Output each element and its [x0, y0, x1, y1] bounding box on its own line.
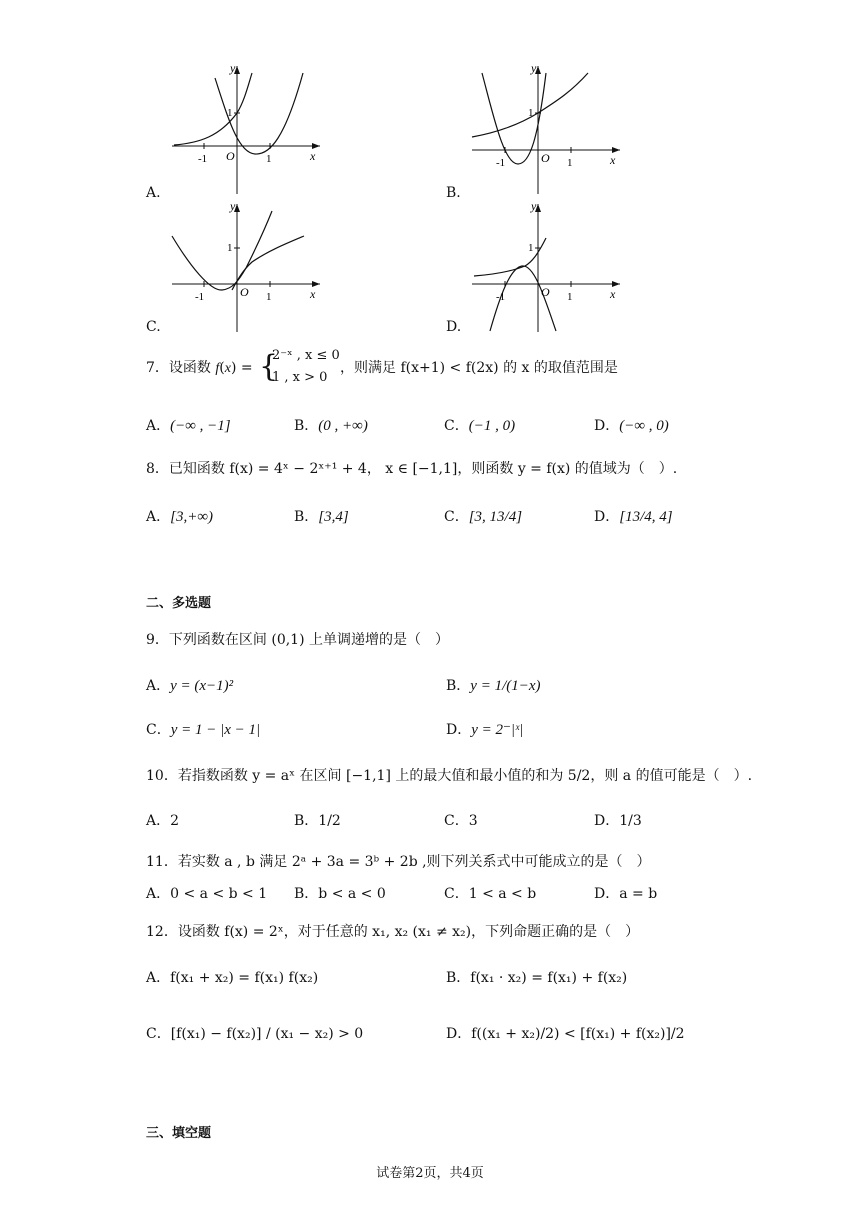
- q7-option-d[interactable]: [594, 416, 669, 436]
- option-value: y = 2⁻|ˣ|: [471, 722, 524, 738]
- q12-option-c[interactable]: C．[f(x₁) − f(x₂)] / (x₁ − x₂) > 0: [146, 1026, 364, 1042]
- x-axis-label: x: [610, 287, 616, 301]
- q11-option-a[interactable]: A．0 < a < b < 1: [146, 886, 268, 902]
- section-title-fill-blank: 三、填空题: [146, 1126, 212, 1141]
- question-8: 8．已知函数 f(x) = 4ˣ − 2ˣ⁺¹ + 4， x ∈ [−1,1]，则函数 y = f(x) 的值域为（ ）.: [146, 461, 678, 477]
- option-value: (0 , +∞): [318, 418, 368, 434]
- q7-suffix: ，则满足 f(x+1) < f(2x) 的 x 的取值范围是: [340, 360, 618, 376]
- option-label: D．: [594, 509, 620, 525]
- q11-option-d[interactable]: D．a = b: [594, 886, 658, 902]
- option-label: A．: [146, 509, 171, 525]
- q7-prefix: 7．设函数: [146, 360, 211, 376]
- question-12: 12．设函数 f(x) = 2ˣ，对于任意的 x₁, x₂ (x₁ ≠ x₂)，下列命题正确的是（ ）: [146, 924, 640, 940]
- x-axis-label: x: [310, 149, 316, 163]
- q10-option-b[interactable]: B．1/2: [294, 813, 341, 829]
- option-value: (−∞ , −1]: [170, 418, 231, 434]
- x-axis-label: x: [610, 153, 616, 167]
- option-value: y = 1/(1−x): [470, 678, 541, 694]
- option-label: C．: [146, 722, 171, 738]
- origin-label: O: [240, 285, 249, 299]
- option-value: y = 1 − |x − 1|: [170, 722, 261, 738]
- option-value: y = (x−1)²: [170, 678, 234, 694]
- q7-option-a[interactable]: [146, 416, 231, 436]
- graph-d-label: D.: [446, 319, 462, 335]
- q7-option-b[interactable]: [294, 416, 368, 436]
- q8-option-d[interactable]: [594, 507, 673, 527]
- y-axis-label: y: [230, 199, 236, 213]
- y-axis-label: y: [531, 199, 537, 213]
- tick-one-y: 1: [227, 242, 233, 254]
- q8-option-a[interactable]: [146, 507, 213, 527]
- page-footer: 试卷第2页，共4页: [376, 1166, 484, 1181]
- q8-option-c[interactable]: [444, 507, 522, 527]
- origin-label: O: [226, 149, 235, 163]
- graph-b: [460, 58, 640, 198]
- y-axis-label: y: [531, 61, 537, 75]
- q9-option-c[interactable]: [146, 720, 260, 740]
- graph-d: [460, 196, 640, 336]
- question-11: 11．若实数 a , b 满足 2ᵃ + 3a = 3ᵇ + 2b ,则下列关系式中可能成立的是（ ）: [146, 854, 651, 870]
- q9-option-d[interactable]: [446, 720, 523, 740]
- graph-c: [160, 196, 340, 336]
- tick-one-x: 1: [266, 153, 272, 165]
- option-label: B．: [294, 509, 319, 525]
- origin-label: O: [541, 151, 550, 165]
- q9-option-a[interactable]: [146, 676, 233, 696]
- question-9: 9．下列函数在区间 (0,1) 上单调递增的是（ ）: [146, 632, 449, 648]
- origin-label: O: [541, 285, 550, 299]
- option-value: (−1 , 0): [468, 418, 516, 434]
- option-label: A．: [146, 678, 171, 694]
- y-axis-label: y: [230, 61, 236, 75]
- x-axis-label: x: [310, 287, 316, 301]
- option-value: [3,+∞): [170, 509, 214, 525]
- tick-one-x: 1: [567, 291, 573, 303]
- q12-option-d[interactable]: D．f((x₁ + x₂)/2) < [f(x₁) + f(x₂)]/2: [446, 1026, 685, 1042]
- q10-option-a[interactable]: A．2: [146, 813, 180, 829]
- tick-one-x: 1: [567, 157, 573, 169]
- graph-b-label: B.: [446, 185, 461, 201]
- q10-option-d[interactable]: D．1/3: [594, 813, 642, 829]
- tick-neg-one: -1: [496, 157, 506, 169]
- q8-option-b[interactable]: [294, 507, 349, 527]
- option-label: D．: [594, 418, 620, 434]
- q10-option-c[interactable]: C．3: [444, 813, 478, 829]
- option-label: C．: [444, 509, 469, 525]
- tick-neg-one: -1: [198, 153, 208, 165]
- option-label: D．: [446, 722, 472, 738]
- option-value: [3, 13/4]: [468, 509, 523, 525]
- option-value: [13/4, 4]: [619, 509, 673, 525]
- tick-neg-one: -1: [195, 291, 205, 303]
- option-label: C．: [444, 418, 469, 434]
- tick-one-y: 1: [227, 107, 233, 119]
- tick-one-y: 1: [528, 107, 534, 119]
- question-7: 7．设函数 f(x) =: [146, 360, 253, 376]
- option-label: A．: [146, 418, 171, 434]
- q11-option-b[interactable]: B．b < a < 0: [294, 886, 386, 902]
- option-label: B．: [446, 678, 471, 694]
- option-value: [3,4]: [318, 509, 349, 525]
- q7-option-c[interactable]: [444, 416, 515, 436]
- question-10: 10．若指数函数 y = aˣ 在区间 [−1,1] 上的最大值和最小值的和为 5/2，则 a 的值可能是（ ）.: [146, 768, 753, 784]
- q7-case1: 2⁻ˣ , x ≤ 0: [272, 348, 340, 363]
- brace-icon: {: [259, 349, 279, 384]
- graph-a-label: A.: [146, 185, 161, 201]
- q11-option-c[interactable]: C．1 < a < b: [444, 886, 537, 902]
- q7-case2: 1 , x > 0: [272, 370, 328, 385]
- q12-option-b[interactable]: B．f(x₁ · x₂) = f(x₁) + f(x₂): [446, 970, 628, 986]
- tick-one-y: 1: [528, 242, 534, 254]
- graph-a: [160, 58, 340, 198]
- option-label: B．: [294, 418, 319, 434]
- q9-option-b[interactable]: [446, 676, 541, 696]
- q12-option-a[interactable]: A．f(x₁ + x₂) = f(x₁) f(x₂): [146, 970, 319, 986]
- section-title-multi-choice: 二、多选题: [146, 596, 212, 611]
- option-value: (−∞ , 0): [619, 418, 669, 434]
- graph-c-label: C.: [146, 319, 161, 335]
- tick-one-x: 1: [266, 291, 272, 303]
- tick-neg-one: -1: [496, 291, 506, 303]
